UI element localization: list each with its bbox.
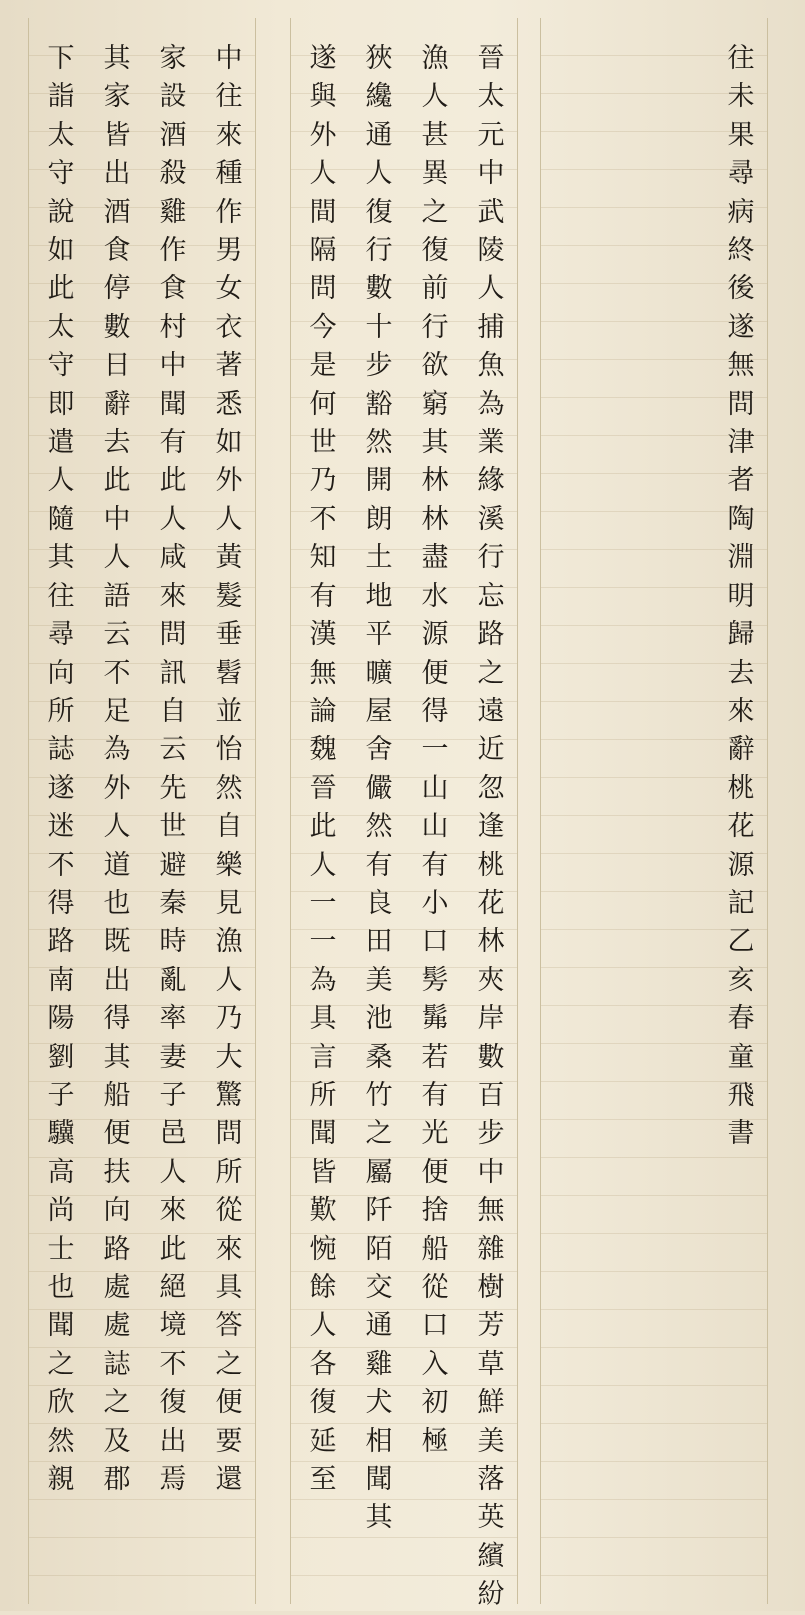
column-text: 中 往 來 種 作 男 女 衣 著 悉 如 外 人 黃 髮 垂 髫 並 怡 然 自 樂 見 漁 人 乃 大 驚 問 所 從 來 具 答 之 便 要 還 [215, 43, 243, 1496]
text-column [41, 40, 81, 1499]
calligraphy-panel-middle [290, 18, 518, 1611]
column-text: 狹 纔 通 人 復 行 數 十 步 豁 然 開 朗 土 地 平 曠 屋 舍 儼 然 有 良 田 美 池 桑 竹 之 屬 阡 陌 交 通 雞 犬 相 聞 其 [365, 43, 393, 1534]
column-text: 遂 與 外 人 間 隔 問 今 是 何 世 乃 不 知 有 漢 無 論 魏 晉 此 人 一 一 為 具 言 所 聞 皆 歎 惋 餘 人 各 復 延 至 [309, 43, 337, 1496]
column-text: 其 家 皆 出 酒 食 停 數 日 辭 去 此 中 人 語 云 不 足 為 外 人 道 也 既 出 得 其 船 便 扶 向 路 處 處 誌 之 及 郡 [103, 43, 131, 1496]
column-text: 漁 人 甚 異 之 復 前 行 欲 窮 其 林 林 盡 水 源 便 得 一 山 山 有 小 口 髣 髴 若 有 光 便 捨 船 從 口 入 初 極 [421, 43, 449, 1457]
text-column [415, 40, 455, 1461]
text-column [359, 40, 399, 1538]
column-text: 下 詣 太 守 說 如 此 太 守 即 遣 人 隨 其 往 尋 向 所 誌 遂 迷 不 得 路 南 陽 劉 子 驥 高 尚 士 也 聞 之 欣 然 親 [47, 43, 75, 1496]
column-text: 往 未 果 尋 病 終 後 遂 無 問 津 者 陶 淵 明 歸 去 來 辭 桃 花 源 記 乙 亥 春 童 飛 書 [727, 43, 755, 1150]
text-column [303, 40, 343, 1499]
text-column [153, 40, 193, 1499]
column-text: 晉 太 元 中 武 陵 人 捕 魚 為 業 緣 溪 行 忘 路 之 遠 近 忽 逢 桃 花 林 夾 岸 數 百 步 中 無 雜 樹 芳 草 鮮 美 落 英 繽 紛 [477, 43, 505, 1611]
text-column [471, 40, 511, 1615]
text-column [721, 40, 761, 1154]
column-text: 家 設 酒 殺 雞 作 食 村 中 聞 有 此 人 咸 來 問 訊 自 云 先 世 避 秦 時 亂 率 妻 子 邑 人 來 此 絕 境 不 復 出 焉 [159, 43, 187, 1496]
calligraphy-panel-right [540, 18, 768, 1604]
text-column [97, 40, 137, 1499]
calligraphy-panel-left [28, 18, 256, 1604]
text-column [209, 40, 249, 1499]
